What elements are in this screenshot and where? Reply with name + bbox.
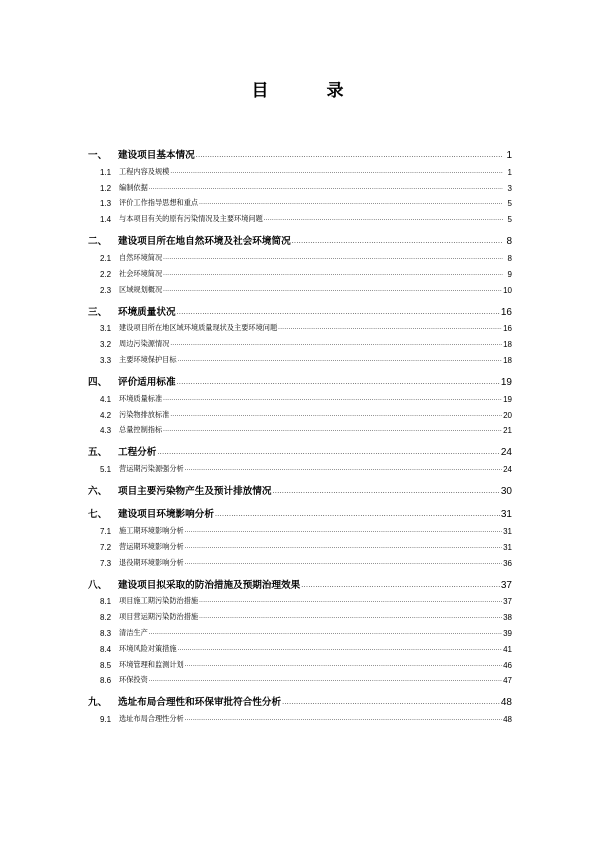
toc-dot-leader — [215, 512, 500, 518]
toc-entry-number: 8.3 — [100, 628, 112, 638]
toc-page-number: 5 — [507, 215, 512, 225]
toc-page-number: 19 — [503, 394, 512, 404]
toc-entry-number: 7.3 — [100, 558, 112, 568]
toc-dot-leader — [273, 489, 500, 495]
toc-entry-label: 周边污染源情况 — [119, 339, 170, 349]
toc-section-row[interactable] — [88, 263, 512, 279]
toc-section-row[interactable] — [88, 161, 512, 177]
toc-page-number: 18 — [503, 340, 512, 350]
toc-section-row[interactable] — [88, 591, 512, 607]
toc-entry-number: 1.1 — [100, 167, 112, 177]
toc-section-row[interactable] — [88, 654, 512, 670]
toc-entry-label: 总量控制指标 — [119, 425, 163, 435]
toc-dot-leader — [264, 216, 503, 222]
toc-entry-number: 一、 — [88, 150, 108, 161]
toc-entry-number: 7.1 — [100, 526, 112, 536]
toc-entry-label: 工程分析 — [118, 447, 157, 459]
toc-entry-label: 建设项目所在地区域环境质量现状及主要环境问题 — [119, 323, 278, 333]
toc-entry-number: 9.1 — [100, 715, 112, 725]
toc-section-row[interactable] — [88, 708, 512, 724]
toc-section-row[interactable] — [88, 349, 512, 365]
toc-page-number: 41 — [503, 644, 512, 654]
toc-entry-label: 清洁生产 — [119, 627, 148, 637]
toc-entry-label: 施工期环境影响分析 — [119, 525, 184, 535]
toc-page-number: 10 — [503, 285, 512, 295]
toc-entry-label: 项目主要污染物产生及预计排放情况 — [118, 486, 272, 498]
toc-entry-label: 编制依据 — [119, 182, 148, 192]
toc-entry-number: 8.2 — [100, 613, 112, 623]
toc-chapter-row[interactable] — [88, 298, 512, 318]
toc-page-number: 16 — [500, 306, 512, 318]
toc-dot-leader — [163, 396, 502, 402]
toc-entry-number: 8.4 — [100, 644, 112, 654]
toc-page-number: 30 — [500, 486, 512, 498]
toc-entry-number: 2.2 — [100, 269, 112, 279]
toc-entry-number: 2.1 — [100, 253, 112, 263]
toc-entry-label: 选址布局合理性分析 — [119, 714, 184, 724]
toc-entry-label: 区域规划概况 — [119, 284, 163, 294]
toc-page-number: 16 — [503, 324, 512, 334]
toc-page-number: 1 — [506, 150, 512, 161]
toc-page-number: 1 — [507, 167, 512, 177]
toc-entry-label: 与本项目有关的原有污染情况及主要环境问题 — [119, 214, 263, 224]
toc-dot-leader — [177, 310, 500, 316]
toc-entry-number: 1.3 — [100, 199, 112, 209]
toc-dot-leader — [149, 630, 502, 636]
toc-page-number: 24 — [500, 447, 512, 459]
table-of-contents — [88, 138, 512, 724]
toc-section-row[interactable] — [88, 622, 512, 638]
toc-entry-number: 4.1 — [100, 394, 112, 404]
toc-entry-label: 社会环境简况 — [119, 268, 163, 278]
toc-entry-label: 退役期环境影响分析 — [119, 557, 184, 567]
toc-entry-number: 7.2 — [100, 542, 112, 552]
toc-page-number: 8 — [507, 253, 512, 263]
toc-chapter-row[interactable] — [88, 688, 512, 708]
toc-entry-number: 1.4 — [100, 215, 112, 225]
toc-chapter-row[interactable] — [88, 477, 512, 497]
toc-entry-label: 环境风险对策措施 — [119, 643, 177, 653]
toc-entry-label: 环境管理和监测计划 — [119, 659, 184, 669]
toc-entry-label: 营运期环境影响分析 — [119, 541, 184, 551]
toc-dot-leader — [163, 255, 503, 261]
toc-entry-label: 评价工作指导思想和重点 — [119, 198, 199, 208]
toc-section-row[interactable] — [88, 520, 512, 536]
toc-section-row[interactable] — [88, 670, 512, 686]
toc-dot-leader — [199, 598, 502, 604]
toc-page-number: 37 — [503, 597, 512, 607]
toc-dot-leader — [149, 185, 503, 191]
toc-entry-label: 自然环境简况 — [119, 252, 163, 262]
toc-dot-leader — [170, 341, 502, 347]
toc-page-number: 38 — [503, 613, 512, 623]
toc-entry-label: 污染物排放标准 — [119, 409, 170, 419]
toc-section-row[interactable] — [88, 177, 512, 193]
toc-page-number: 37 — [500, 579, 512, 591]
toc-dot-leader — [199, 200, 503, 206]
toc-entry-number: 8.1 — [100, 597, 112, 607]
toc-chapter-row[interactable] — [88, 500, 512, 520]
toc-dot-leader — [163, 271, 503, 277]
toc-dot-leader — [199, 614, 502, 620]
toc-page-number: 21 — [503, 426, 512, 436]
toc-page-number: 31 — [500, 509, 512, 521]
toc-entry-number: 3.3 — [100, 355, 112, 365]
toc-entry-label: 项目营运期污染防治措施 — [119, 612, 199, 622]
toc-section-row[interactable] — [88, 388, 512, 404]
toc-page-number: 8 — [506, 236, 512, 248]
page-title: 目 录 — [251, 81, 370, 101]
toc-entry-label: 建设项目所在地自然环境及社会环境简况 — [118, 236, 291, 248]
toc-page-number: 31 — [503, 526, 512, 536]
toc-page-number: 24 — [503, 465, 512, 475]
toc-chapter-row[interactable] — [88, 571, 512, 591]
toc-section-row[interactable] — [88, 333, 512, 349]
toc-page-number: 47 — [503, 676, 512, 686]
toc-dot-leader — [185, 544, 502, 550]
toc-dot-leader — [163, 287, 502, 293]
toc-dot-leader — [196, 153, 503, 159]
toc-dot-leader — [178, 357, 503, 363]
toc-dot-leader — [170, 169, 503, 175]
toc-dot-leader — [163, 427, 502, 433]
toc-page-number: 20 — [503, 410, 512, 420]
toc-dot-leader — [170, 412, 502, 418]
toc-page-number: 5 — [507, 199, 512, 209]
toc-dot-leader — [185, 662, 502, 668]
toc-entry-number: 3.2 — [100, 340, 112, 350]
toc-entry-label: 项目施工期污染防治措施 — [119, 596, 199, 606]
toc-section-row[interactable] — [88, 318, 512, 334]
toc-chapter-row[interactable] — [88, 227, 512, 247]
toc-page-number: 31 — [503, 542, 512, 552]
toc-entry-number: 七、 — [88, 509, 108, 521]
toc-entry-label: 选址布局合理性和环保审批符合性分析 — [118, 697, 282, 709]
toc-entry-number: 8.6 — [100, 676, 112, 686]
toc-section-row[interactable] — [88, 458, 512, 474]
toc-dot-leader — [149, 677, 502, 683]
toc-dot-leader — [185, 560, 502, 566]
toc-entry-label: 建设项目基本情况 — [118, 150, 195, 161]
toc-entry-number: 4.2 — [100, 410, 112, 420]
toc-entry-number: 八、 — [88, 579, 108, 591]
toc-dot-leader — [185, 528, 502, 534]
toc-dot-leader — [157, 450, 500, 456]
toc-entry-number: 3.1 — [100, 324, 112, 334]
toc-page-number: 19 — [500, 376, 512, 388]
toc-page-number: 9 — [507, 269, 512, 279]
toc-chapter-row[interactable] — [88, 368, 512, 388]
toc-section-row[interactable] — [88, 420, 512, 436]
toc-section-row[interactable] — [88, 536, 512, 552]
toc-dot-leader — [178, 646, 503, 652]
toc-entry-label: 建设项目拟采取的防治措施及预期治理效果 — [118, 579, 301, 591]
toc-entry-label: 主要环境保护目标 — [119, 354, 177, 364]
toc-section-row[interactable] — [88, 247, 512, 263]
toc-page-number: 48 — [500, 697, 512, 709]
toc-dot-leader — [301, 583, 500, 589]
toc-section-row[interactable] — [88, 638, 512, 654]
toc-section-row[interactable] — [88, 404, 512, 420]
toc-dot-leader — [185, 466, 502, 472]
toc-dot-leader — [282, 700, 500, 706]
toc-page-number: 39 — [503, 628, 512, 638]
toc-page-number: 46 — [503, 660, 512, 670]
toc-entry-number: 1.2 — [100, 183, 112, 193]
toc-section-row[interactable] — [88, 193, 512, 209]
toc-dot-leader — [292, 239, 503, 245]
toc-page-number: 18 — [503, 355, 512, 365]
toc-entry-number: 三、 — [88, 306, 108, 318]
toc-dot-leader — [177, 380, 500, 386]
toc-entry-number: 二、 — [88, 236, 108, 248]
toc-section-row[interactable] — [88, 279, 512, 295]
toc-section-row[interactable] — [88, 208, 512, 224]
toc-page-number: 3 — [507, 183, 512, 193]
toc-dot-leader — [278, 325, 502, 331]
toc-entry-number: 六、 — [88, 486, 108, 498]
toc-page-number: 48 — [503, 715, 512, 725]
toc-entry-number: 五、 — [88, 447, 108, 459]
toc-dot-leader — [185, 716, 502, 722]
toc-entry-label: 环保投资 — [119, 675, 148, 685]
toc-entry-number: 九、 — [88, 697, 108, 709]
toc-section-row[interactable] — [88, 552, 512, 568]
toc-entry-number: 5.1 — [100, 465, 112, 475]
toc-entry-label: 环境质量标准 — [119, 393, 163, 403]
toc-entry-label: 工程内容及规模 — [119, 166, 170, 176]
toc-entry-label: 营运期污染源强分析 — [119, 464, 184, 474]
toc-entry-number: 8.5 — [100, 660, 112, 670]
toc-entry-label: 评价适用标准 — [118, 376, 176, 388]
toc-entry-number: 4.3 — [100, 426, 112, 436]
toc-chapter-row[interactable] — [88, 438, 512, 458]
toc-entry-number: 四、 — [88, 376, 108, 388]
toc-section-row[interactable] — [88, 606, 512, 622]
toc-entry-label: 建设项目环境影响分析 — [118, 509, 214, 521]
toc-page-number: 36 — [503, 558, 512, 568]
toc-entry-number: 2.3 — [100, 285, 112, 295]
toc-entry-label: 环境质量状况 — [118, 306, 176, 318]
toc-chapter-row[interactable] — [88, 141, 512, 161]
